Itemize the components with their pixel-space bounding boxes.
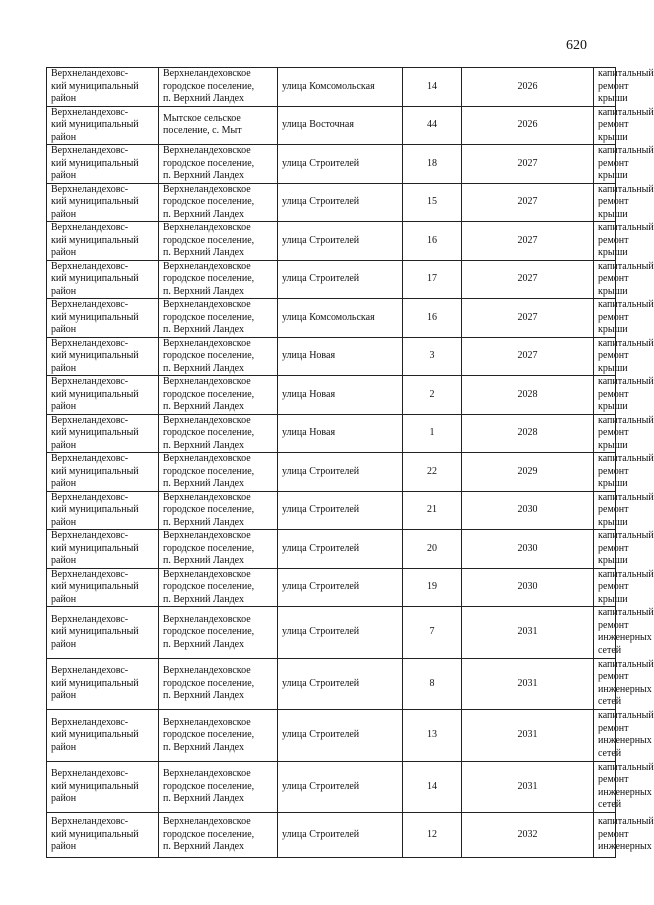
settlement-cell <box>159 658 278 710</box>
work-type-cell <box>594 453 654 492</box>
settlement-cell-line: п. Верхний Ландех <box>163 555 244 566</box>
settlement-cell <box>159 568 278 607</box>
settlement-cell-line: п. Верхний Ландех <box>163 478 244 489</box>
house-number-cell: 15 <box>403 183 462 222</box>
street-cell: улица Строителей <box>278 260 403 299</box>
work-type-cell-line: ремонт <box>598 671 629 683</box>
district-cell-line: кий муниципальный <box>51 234 139 246</box>
work-type-cell-line: ремонт крыши <box>598 80 629 104</box>
house-number-cell: 3 <box>403 337 462 376</box>
district-cell-line: кий муниципальный <box>51 581 139 592</box>
settlement-cell-line: городское поселение, <box>163 80 255 92</box>
work-type-cell <box>594 658 654 710</box>
settlement-cell-line: городское поселение, <box>163 581 255 592</box>
settlement-cell <box>159 106 278 145</box>
work-type-cell <box>594 376 654 415</box>
house-number-cell: 2 <box>403 376 462 415</box>
work-type-cell-line: инженерных <box>598 632 652 644</box>
street-cell: улица Комсомольская <box>278 299 403 338</box>
year-cell: 2027 <box>462 145 594 184</box>
settlement-cell-line: Верхнеландеховское <box>163 414 251 426</box>
work-type-cell <box>594 183 654 222</box>
settlement-cell <box>159 299 278 338</box>
district-cell-line: район <box>51 324 77 335</box>
district-cell <box>47 68 159 107</box>
district-cell-line: Верхнеландеховс- <box>51 816 129 828</box>
district-cell-line: Верхнеландеховс- <box>51 222 129 233</box>
settlement-cell-line: п. Верхний Ландех <box>163 439 244 451</box>
street-cell: улица Новая <box>278 414 403 453</box>
year-cell: 2030 <box>462 568 594 607</box>
work-type-cell <box>594 568 654 607</box>
district-cell <box>47 299 159 338</box>
district-cell <box>47 710 159 762</box>
work-type-cell <box>594 530 654 569</box>
settlement-cell-line: городское поселение, <box>163 542 255 554</box>
district-cell-line: Верхнеландеховс- <box>51 68 129 79</box>
district-cell-line: кий муниципальный <box>51 626 139 637</box>
settlement-cell <box>159 414 278 453</box>
settlement-cell-line: городское поселение, <box>163 780 255 792</box>
work-type-cell-line: инженерных <box>598 683 652 695</box>
district-cell-line: район <box>51 478 77 489</box>
settlement-cell-line: Верхнеландеховское <box>163 816 251 828</box>
work-type-cell-line: ремонт крыши <box>598 542 629 566</box>
settlement-cell-line: поселение, с. Мыт <box>163 125 242 137</box>
district-cell-line: район <box>51 593 77 605</box>
district-cell-line: район <box>51 793 77 804</box>
work-type-cell-line: капитальный <box>598 376 654 387</box>
settlement-cell-line: городское поселение, <box>163 465 255 477</box>
district-cell <box>47 453 159 492</box>
work-type-cell <box>594 145 654 184</box>
settlement-cell-line: Верхнеландеховское <box>163 183 251 195</box>
work-type-cell-line: ремонт крыши <box>598 350 629 374</box>
district-cell-line: район <box>51 741 77 753</box>
settlement-cell-line: Верхнеландеховское <box>163 530 251 541</box>
district-cell-line: Верхнеландеховс- <box>51 491 129 503</box>
work-type-cell-line: капитальный <box>598 607 654 619</box>
table-row <box>47 299 616 338</box>
page-number: 620 <box>566 38 587 53</box>
house-number-cell: 1 <box>403 414 462 453</box>
district-cell <box>47 145 159 184</box>
street-cell: улица Строителей <box>278 761 403 813</box>
work-type-cell-line: ремонт крыши <box>598 581 629 605</box>
table-row <box>47 491 616 530</box>
settlement-cell-line: п. Верхний Ландех <box>163 638 244 650</box>
settlement-cell-line: Верхнеландеховское <box>163 337 251 349</box>
settlement-cell-line: Верхнеландеховское <box>163 613 251 625</box>
table-row <box>47 530 616 569</box>
settlement-cell-line: п. Верхний Ландех <box>163 593 244 605</box>
settlement-cell <box>159 260 278 299</box>
settlement-cell-line: Мытское сельское <box>163 112 241 124</box>
work-type-cell-line: ремонт крыши <box>598 388 629 412</box>
settlement-cell-line: п. Верхний Ландех <box>163 793 244 804</box>
settlement-cell-line: п. Верхний Ландех <box>163 741 244 753</box>
settlement-cell-line: городское поселение, <box>163 234 255 246</box>
settlement-cell <box>159 337 278 376</box>
table-row <box>47 414 616 453</box>
year-cell: 2026 <box>462 106 594 145</box>
settlement-cell <box>159 491 278 530</box>
district-cell-line: кий муниципальный <box>51 311 139 323</box>
settlement-cell-line: п. Верхний Ландех <box>163 170 244 181</box>
work-type-cell-line: капитальный <box>598 260 654 272</box>
work-type-cell-line: сетей <box>598 696 622 708</box>
settlement-cell <box>159 710 278 762</box>
year-cell: 2031 <box>462 761 594 813</box>
district-cell-line: кий муниципальный <box>51 828 139 840</box>
table-row <box>47 145 616 184</box>
settlement-cell-line: Верхнеландеховское <box>163 665 251 676</box>
work-type-cell-line: капитальный <box>598 299 654 310</box>
settlement-cell-line: Верхнеландеховское <box>163 222 251 233</box>
work-type-cell <box>594 299 654 338</box>
work-type-cell-line: капитальный <box>598 710 654 722</box>
work-type-cell-line: капитальный <box>598 222 654 233</box>
district-cell-line: кий муниципальный <box>51 504 139 515</box>
street-cell: улица Строителей <box>278 813 403 858</box>
district-cell <box>47 260 159 299</box>
district-cell-line: кий муниципальный <box>51 780 139 792</box>
settlement-cell-line: городское поселение, <box>163 729 255 740</box>
table-row <box>47 106 616 145</box>
work-type-cell-line: капитальный <box>598 530 654 541</box>
work-type-cell-line: сетей <box>598 644 622 656</box>
street-cell: улица Строителей <box>278 530 403 569</box>
settlement-cell-line: п. Верхний Ландех <box>163 841 244 853</box>
settlement-cell <box>159 222 278 261</box>
work-type-cell-line: капитальный <box>598 414 654 426</box>
street-cell: улица Строителей <box>278 491 403 530</box>
district-cell-line: район <box>51 690 77 701</box>
district-cell-line: район <box>51 638 77 650</box>
street-cell: улица Новая <box>278 337 403 376</box>
house-number-cell: 16 <box>403 299 462 338</box>
house-number-cell: 20 <box>403 530 462 569</box>
settlement-cell-line: городское поселение, <box>163 388 255 400</box>
work-type-cell-line: инженерных <box>598 786 652 798</box>
settlement-cell-line: Верхнеландеховское <box>163 145 251 156</box>
work-type-cell-line: ремонт крыши <box>598 119 629 143</box>
street-cell: улица Новая <box>278 376 403 415</box>
street-cell: улица Восточная <box>278 106 403 145</box>
district-cell <box>47 222 159 261</box>
house-number-cell: 21 <box>403 491 462 530</box>
house-number-cell: 19 <box>403 568 462 607</box>
district-cell-line: Верхнеландеховс- <box>51 183 129 195</box>
settlement-cell-line: городское поселение, <box>163 350 255 361</box>
work-type-cell <box>594 761 654 813</box>
district-cell-line: район <box>51 439 77 451</box>
settlement-cell-line: городское поселение, <box>163 157 255 169</box>
settlement-cell <box>159 68 278 107</box>
district-cell-line: район <box>51 362 77 374</box>
settlement-cell <box>159 376 278 415</box>
work-type-cell <box>594 813 654 858</box>
district-cell <box>47 491 159 530</box>
work-type-cell <box>594 222 654 261</box>
district-cell-line: кий муниципальный <box>51 196 139 207</box>
year-cell: 2028 <box>462 376 594 415</box>
work-type-cell-line: капитальный <box>598 337 654 349</box>
house-number-cell: 44 <box>403 106 462 145</box>
district-cell-line: кий муниципальный <box>51 388 139 400</box>
work-type-cell-line: капитальный <box>598 816 654 828</box>
table-row <box>47 260 616 299</box>
table-row <box>47 761 616 813</box>
district-cell <box>47 530 159 569</box>
work-type-cell-line: сетей <box>598 799 622 811</box>
district-cell-line: Верхнеландеховс- <box>51 376 129 387</box>
district-cell-line: район <box>51 401 77 412</box>
street-cell: улица Строителей <box>278 453 403 492</box>
district-cell-line: Верхнеландеховс- <box>51 414 129 426</box>
district-cell-line: кий муниципальный <box>51 350 139 361</box>
district-cell-line: Верхнеландеховс- <box>51 299 129 310</box>
district-cell-line: район <box>51 516 77 528</box>
year-cell: 2026 <box>462 68 594 107</box>
street-cell: улица Комсомольская <box>278 68 403 107</box>
work-type-cell <box>594 260 654 299</box>
work-type-cell-line: инженерных <box>598 841 652 853</box>
settlement-cell-line: городское поселение, <box>163 626 255 637</box>
table-body <box>47 68 654 858</box>
district-cell <box>47 607 159 659</box>
work-type-cell-line: ремонт <box>598 619 629 631</box>
settlement-cell-line: п. Верхний Ландех <box>163 285 244 297</box>
district-cell-line: Верхнеландеховс- <box>51 145 129 156</box>
settlement-cell-line: п. Верхний Ландех <box>163 247 244 258</box>
house-number-cell: 22 <box>403 453 462 492</box>
street-cell: улица Строителей <box>278 183 403 222</box>
district-cell-line: район <box>51 170 77 181</box>
settlement-cell-line: городское поселение, <box>163 504 255 515</box>
year-cell: 2027 <box>462 337 594 376</box>
repair-schedule-table <box>46 67 654 858</box>
year-cell: 2027 <box>462 222 594 261</box>
district-cell-line: район <box>51 131 77 143</box>
settlement-cell <box>159 145 278 184</box>
district-cell-line: район <box>51 555 77 566</box>
settlement-cell-line: Верхнеландеховское <box>163 260 251 272</box>
settlement-cell <box>159 761 278 813</box>
table-row <box>47 68 616 107</box>
work-type-cell-line: ремонт крыши <box>598 427 629 451</box>
settlement-cell-line: Верхнеландеховское <box>163 68 251 79</box>
district-cell-line: кий муниципальный <box>51 542 139 554</box>
work-type-cell-line: ремонт крыши <box>598 234 629 258</box>
settlement-cell-line: Верхнеландеховское <box>163 299 251 310</box>
year-cell: 2028 <box>462 414 594 453</box>
district-cell-line: район <box>51 208 77 220</box>
street-cell: улица Строителей <box>278 607 403 659</box>
year-cell: 2027 <box>462 299 594 338</box>
district-cell <box>47 761 159 813</box>
district-cell-line: Верхнеландеховс- <box>51 530 129 541</box>
street-cell: улица Строителей <box>278 222 403 261</box>
settlement-cell-line: п. Верхний Ландех <box>163 324 244 335</box>
table-row <box>47 222 616 261</box>
district-cell-line: кий муниципальный <box>51 427 139 438</box>
table-row <box>47 337 616 376</box>
work-type-cell-line: сетей <box>598 747 622 759</box>
house-number-cell: 18 <box>403 145 462 184</box>
year-cell: 2031 <box>462 658 594 710</box>
house-number-cell: 7 <box>403 607 462 659</box>
house-number-cell: 12 <box>403 813 462 858</box>
settlement-cell-line: городское поселение, <box>163 311 255 323</box>
year-cell: 2031 <box>462 710 594 762</box>
settlement-cell-line: п. Верхний Ландех <box>163 362 244 374</box>
year-cell: 2029 <box>462 453 594 492</box>
year-cell: 2027 <box>462 260 594 299</box>
work-type-cell-line: ремонт <box>598 828 629 840</box>
settlement-cell-line: городское поселение, <box>163 828 255 840</box>
work-type-cell <box>594 68 654 107</box>
district-cell-line: Верхнеландеховс- <box>51 568 129 580</box>
work-type-cell-line: ремонт крыши <box>598 273 629 297</box>
work-type-cell-line: капитальный <box>598 68 654 79</box>
work-type-cell-line: ремонт крыши <box>598 196 629 220</box>
work-type-cell <box>594 337 654 376</box>
district-cell-line: район <box>51 247 77 258</box>
district-cell-line: кий муниципальный <box>51 729 139 740</box>
settlement-cell <box>159 183 278 222</box>
work-type-cell-line: капитальный <box>598 658 654 670</box>
year-cell: 2031 <box>462 607 594 659</box>
table-row <box>47 710 616 762</box>
work-type-cell-line: ремонт <box>598 774 629 786</box>
work-type-cell-line: капитальный <box>598 145 654 156</box>
district-cell-line: кий муниципальный <box>51 677 139 689</box>
district-cell <box>47 337 159 376</box>
district-cell-line: Верхнеландеховс- <box>51 337 129 349</box>
work-type-cell-line: ремонт крыши <box>598 504 629 528</box>
district-cell-line: район <box>51 285 77 297</box>
settlement-cell-line: п. Верхний Ландех <box>163 401 244 412</box>
settlement-cell-line: городское поселение, <box>163 427 255 438</box>
settlement-cell-line: городское поселение, <box>163 677 255 689</box>
work-type-cell-line: капитальный <box>598 453 654 464</box>
settlement-cell-line: Верхнеландеховское <box>163 768 251 779</box>
work-type-cell-line: капитальный <box>598 761 654 773</box>
house-number-cell: 13 <box>403 710 462 762</box>
work-type-cell-line: ремонт <box>598 722 629 734</box>
settlement-cell-line: п. Верхний Ландех <box>163 93 244 104</box>
settlement-cell-line: городское поселение, <box>163 273 255 284</box>
table-row <box>47 607 616 659</box>
district-cell <box>47 813 159 858</box>
year-cell: 2032 <box>462 813 594 858</box>
work-type-cell-line: капитальный <box>598 568 654 580</box>
district-cell-line: район <box>51 93 77 104</box>
district-cell-line: кий муниципальный <box>51 273 139 284</box>
house-number-cell: 14 <box>403 68 462 107</box>
work-type-cell <box>594 607 654 659</box>
district-cell <box>47 568 159 607</box>
street-cell: улица Строителей <box>278 710 403 762</box>
settlement-cell-line: п. Верхний Ландех <box>163 516 244 528</box>
district-cell-line: Верхнеландеховс- <box>51 665 129 676</box>
work-type-cell-line: ремонт крыши <box>598 311 629 335</box>
work-type-cell-line: капитальный <box>598 183 654 195</box>
district-cell <box>47 376 159 415</box>
work-type-cell-line: ремонт крыши <box>598 157 629 181</box>
work-type-cell <box>594 710 654 762</box>
work-type-cell <box>594 106 654 145</box>
year-cell: 2030 <box>462 491 594 530</box>
settlement-cell <box>159 607 278 659</box>
table-row <box>47 658 616 710</box>
district-cell-line: Верхнеландеховс- <box>51 453 129 464</box>
district-cell-line: кий муниципальный <box>51 157 139 169</box>
work-type-cell <box>594 491 654 530</box>
settlement-cell <box>159 453 278 492</box>
house-number-cell: 14 <box>403 761 462 813</box>
street-cell: улица Строителей <box>278 145 403 184</box>
year-cell: 2030 <box>462 530 594 569</box>
district-cell-line: Верхнеландеховс- <box>51 106 129 118</box>
table-row <box>47 453 616 492</box>
district-cell-line: кий муниципальный <box>51 119 139 130</box>
district-cell-line: Верхнеландеховс- <box>51 613 129 625</box>
table-row <box>47 568 616 607</box>
settlement-cell-line: Верхнеландеховское <box>163 453 251 464</box>
house-number-cell: 17 <box>403 260 462 299</box>
settlement-cell-line: п. Верхний Ландех <box>163 690 244 701</box>
settlement-cell-line: городское поселение, <box>163 196 255 207</box>
table-row <box>47 183 616 222</box>
district-cell <box>47 183 159 222</box>
work-type-cell-line: инженерных <box>598 735 652 747</box>
district-cell-line: Верхнеландеховс- <box>51 716 129 728</box>
settlement-cell-line: Верхнеландеховское <box>163 376 251 387</box>
district-cell-line: Верхнеландеховс- <box>51 260 129 272</box>
work-type-cell-line: капитальный <box>598 491 654 503</box>
work-type-cell-line: капитальный <box>598 106 654 118</box>
district-cell <box>47 414 159 453</box>
street-cell: улица Строителей <box>278 658 403 710</box>
district-cell <box>47 658 159 710</box>
work-type-cell <box>594 414 654 453</box>
work-type-cell-line: ремонт крыши <box>598 465 629 489</box>
street-cell: улица Строителей <box>278 568 403 607</box>
house-number-cell: 16 <box>403 222 462 261</box>
settlement-cell-line: Верхнеландеховское <box>163 568 251 580</box>
settlement-cell <box>159 530 278 569</box>
district-cell-line: кий муниципальный <box>51 80 139 92</box>
settlement-cell-line: п. Верхний Ландех <box>163 208 244 220</box>
district-cell-line: Верхнеландеховс- <box>51 768 129 779</box>
table-row <box>47 376 616 415</box>
district-cell <box>47 106 159 145</box>
settlement-cell-line: Верхнеландеховское <box>163 716 251 728</box>
table-row <box>47 813 616 858</box>
year-cell: 2027 <box>462 183 594 222</box>
district-cell-line: район <box>51 841 77 853</box>
house-number-cell: 8 <box>403 658 462 710</box>
district-cell-line: кий муниципальный <box>51 465 139 477</box>
settlement-cell <box>159 813 278 858</box>
settlement-cell-line: Верхнеландеховское <box>163 491 251 503</box>
